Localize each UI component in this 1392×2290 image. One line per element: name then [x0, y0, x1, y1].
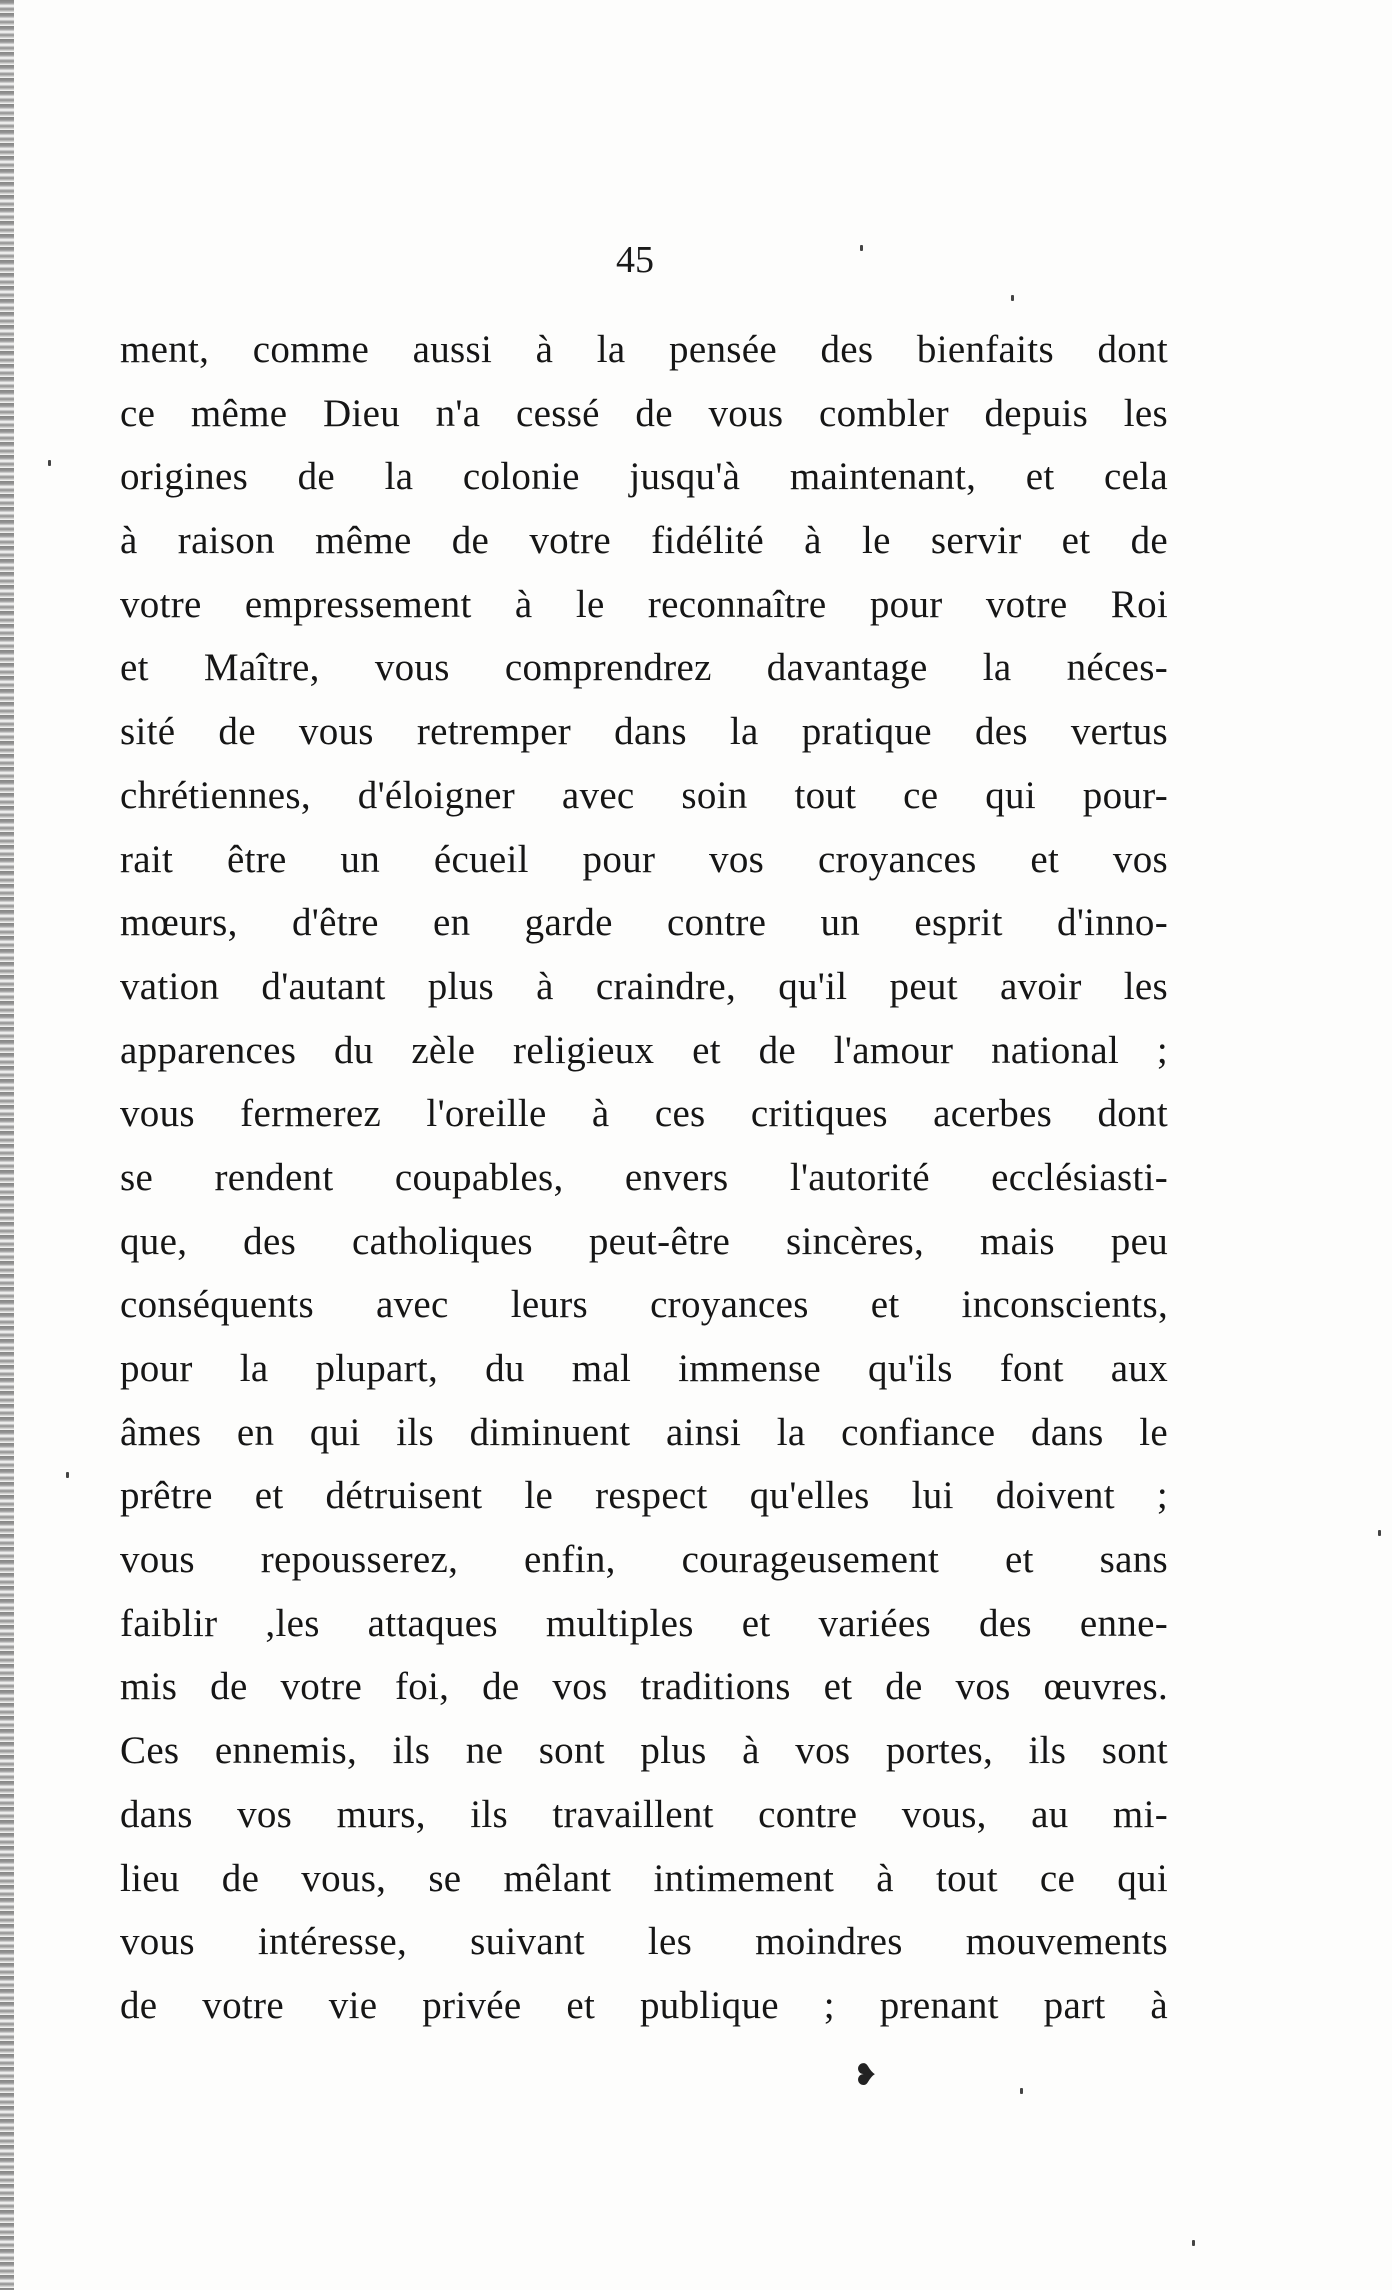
ink-speck	[1011, 295, 1014, 301]
text-line: âmes en qui ils diminuent ainsi la confiance dans le	[120, 1410, 1168, 1454]
ink-speck	[66, 1472, 69, 1478]
text-line: prêtre et détruisent le respect qu'elles lui doivent ;	[120, 1474, 1168, 1518]
text-line: faiblir ,les attaques multiples et variées des enne-	[120, 1601, 1168, 1645]
ink-speck	[860, 245, 863, 251]
text-line: de votre vie privée et publique ; prenant part à	[120, 1983, 1168, 2027]
body-text	[120, 318, 1168, 2038]
text-line: et Maître, vous comprendrez davantage la néces-	[120, 646, 1168, 690]
text-line: apparences du zèle religieux et de l'amour national ;	[120, 1028, 1168, 1072]
ink-speck	[1378, 1530, 1381, 1536]
text-line: pour la plupart, du mal immense qu'ils font aux	[120, 1347, 1168, 1390]
text-line: votre empressement à le reconnaître pour votre Roi	[120, 582, 1168, 626]
text-line: mœurs, d'être en garde contre un esprit d'inno-	[120, 901, 1168, 945]
text-line: que, des catholiques peut-être sincères, mais peu	[120, 1219, 1168, 1263]
text-line: vous repousserez, enfin, courageusement et sans	[120, 1538, 1168, 1582]
text-line: ment, comme aussi à la pensée des bienfaits dont	[120, 328, 1168, 371]
text-line: conséquents avec leurs croyances et inconscients,	[120, 1283, 1168, 1327]
text-line: lieu de vous, se mêlant intimement à tout ce qui	[120, 1856, 1168, 1900]
text-line: mis de votre foi, de vos traditions et de vos œuvres.	[120, 1665, 1168, 1709]
ink-speck	[1192, 2240, 1195, 2246]
text-line: à raison même de votre fidélité à le servir et de	[120, 519, 1168, 563]
text-line: dans vos murs, ils travaillent contre vous, au mi-	[120, 1792, 1168, 1836]
text-line: vation d'autant plus à craindre, qu'il peut avoir les	[120, 964, 1168, 1008]
text-line: vous intéresse, suivant les moindres mouvements	[120, 1920, 1168, 1964]
page-number: 45	[616, 239, 654, 281]
text-line: se rendent coupables, envers l'autorité ecclésiasti-	[120, 1155, 1168, 1199]
page-binding-edge	[0, 0, 14, 2290]
text-line: chrétiennes, d'éloigner avec soin tout ce qui pour-	[120, 773, 1168, 817]
ink-speck	[1020, 2088, 1023, 2094]
ornament-mark: ❥	[853, 2058, 879, 2093]
text-line: sité de vous retremper dans la pratique des vertus	[120, 710, 1168, 754]
text-line: rait être un écueil pour vos croyances et vos	[120, 837, 1168, 881]
ink-speck	[48, 460, 51, 466]
text-line: vous fermerez l'oreille à ces critiques acerbes dont	[120, 1092, 1168, 1136]
text-line: ce même Dieu n'a cessé de vous combler depuis les	[120, 391, 1168, 435]
text-line: Ces ennemis, ils ne sont plus à vos portes, ils sont	[120, 1729, 1168, 1773]
text-line: origines de la colonie jusqu'à maintenant, et cela	[120, 455, 1168, 499]
